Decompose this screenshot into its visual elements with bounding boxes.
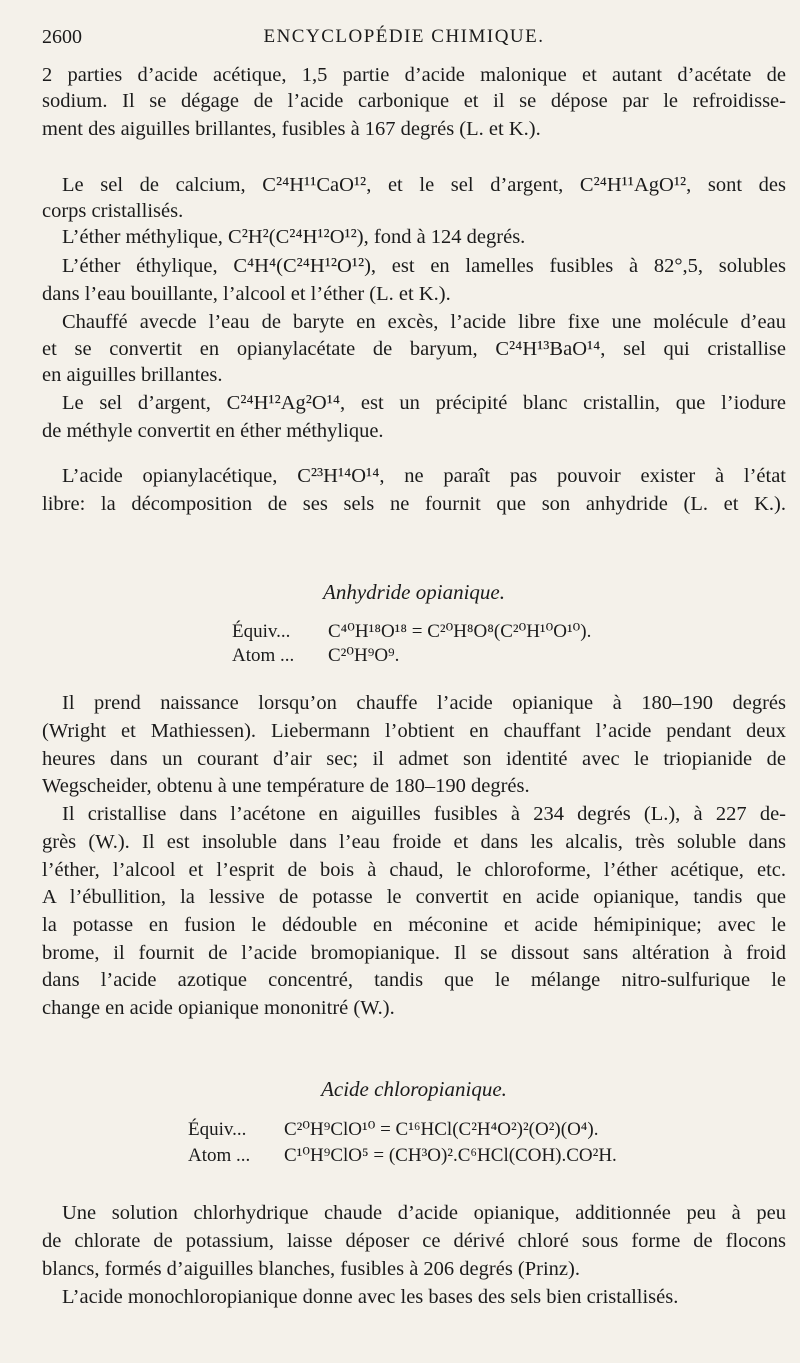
text-line: Chauffé avecde l’eau de baryte en excès, l’acide libre fixe une molécule d’eau	[62, 311, 786, 333]
page-number: 2600	[42, 26, 82, 48]
text-line: Il cristallise dans l’acétone en aiguilles fusibles à 234 degrés (L.), à 227 de-	[62, 803, 786, 825]
text-line: ment des aiguilles brillantes, fusibles à 167 degrés (L. et K.).	[42, 118, 541, 140]
formula-label: Atom ...	[188, 1145, 251, 1166]
text-line: dans l’eau bouillante, l’alcool et l’éther (L. et K.).	[42, 283, 451, 305]
text-line: L’éther méthylique, C²H²(C²⁴H¹²O¹²), fond à 124 degrés.	[62, 226, 526, 248]
formula-line	[232, 644, 399, 668]
formula-line	[188, 1118, 599, 1142]
running-header	[42, 26, 766, 56]
text-line: brome, il fournit de l’acide bromopianique. Il se dissout sans altération à froid	[42, 942, 786, 964]
text-line: L’acide opianylacétique, C²³H¹⁴O¹⁴, ne paraît pas pouvoir exister à l’état	[62, 465, 786, 487]
text-line: L’acide monochloropianique donne avec les bases des sels bien cristallisés.	[62, 1286, 679, 1308]
formula-line	[188, 1144, 617, 1168]
text-line: sodium. Il se dégage de l’acide carbonique et il se dépose par le refroidisse-	[42, 90, 786, 112]
text-line: L’éther éthylique, C⁴H⁴(C²⁴H¹²O¹²), est en lamelles fusibles à 82°,5, solubles	[62, 255, 786, 277]
text-line: 2 parties d’acide acétique, 1,5 partie d’acide malonique et autant d’acétate de	[42, 64, 786, 86]
text-line: change en acide opianique mononitré (W.).	[42, 997, 395, 1019]
text-line: et se convertit en opianylacétate de baryum, C²⁴H¹³BaO¹⁴, sel qui cristallise	[42, 338, 786, 360]
text-line: la potasse en fusion le dédouble en méconine et acide hémipinique; avec le	[42, 914, 786, 936]
formula-label: Équiv...	[232, 621, 291, 642]
text-line: Le sel de calcium, C²⁴H¹¹CaO¹², et le sel d’argent, C²⁴H¹¹AgO¹², sont des	[62, 174, 786, 196]
formula-label: Atom ...	[232, 645, 295, 666]
running-title: ENCYCLOPÉDIE CHIMIQUE.	[263, 26, 545, 47]
text-line: heures dans un courant d’air sec; il admet son identité avec le triopianide de	[42, 748, 786, 770]
formula-label: Équiv...	[188, 1119, 247, 1140]
text-line: en aiguilles brillantes.	[42, 364, 223, 386]
formula: C⁴⁰H¹⁸O¹⁸ = C²⁰H⁸O⁸(C²⁰H¹⁰O¹⁰).	[328, 621, 592, 642]
text-line: l’éther, l’alcool et l’esprit de bois à chaud, le chloroforme, l’éther acétique, etc.	[42, 859, 786, 881]
formula: C²⁰H⁹ClO¹⁰ = C¹⁶HCl(C²H⁴O²)²(O²)(O⁴).	[284, 1119, 599, 1140]
text-line: libre: la décomposition de ses sels ne fournit que son anhydride (L. et K.).	[42, 493, 786, 515]
formula: C²⁰H⁹O⁹.	[328, 645, 400, 666]
text-line: de chlorate de potassium, laisse déposer ce dérivé chloré sous forme de flocons	[42, 1230, 786, 1252]
section-title: Acide chloropianique.	[321, 1077, 507, 1101]
text-line: grès (W.). Il est insoluble dans l’eau froide et dans les alcalis, très soluble dans	[42, 831, 786, 853]
formula-line	[232, 620, 591, 644]
text-line: dans l’acide azotique concentré, tandis que le mélange nitro-sulfurique le	[42, 969, 786, 991]
section-title: Anhydride opianique.	[323, 580, 505, 604]
text-line: Le sel d’argent, C²⁴H¹²Ag²O¹⁴, est un précipité blanc cristallin, que l’iodure	[62, 392, 786, 414]
text-line: corps cristallisés.	[42, 200, 184, 222]
formula: C¹⁰H⁹ClO⁵ = (CH³O)².C⁶HCl(COH).CO²H.	[284, 1145, 617, 1166]
text-line: A l’ébullition, la lessive de potasse le convertit en acide opianique, tandis que	[42, 886, 786, 908]
text-line: Il prend naissance lorsqu’on chauffe l’acide opianique à 180–190 degrés	[62, 692, 786, 714]
text-line: Une solution chlorhydrique chaude d’acide opianique, additionnée peu à peu	[62, 1202, 786, 1224]
text-line: (Wright et Mathiessen). Liebermann l’obtient en chauffant l’acide pendant deux	[42, 720, 786, 742]
text-line: blancs, formés d’aiguilles blanches, fusibles à 206 degrés (Prinz).	[42, 1258, 580, 1280]
text-line: de méthyle convertit en éther méthylique.	[42, 420, 384, 442]
text-line: Wegscheider, obtenu à une température de 180–190 degrés.	[42, 775, 530, 797]
